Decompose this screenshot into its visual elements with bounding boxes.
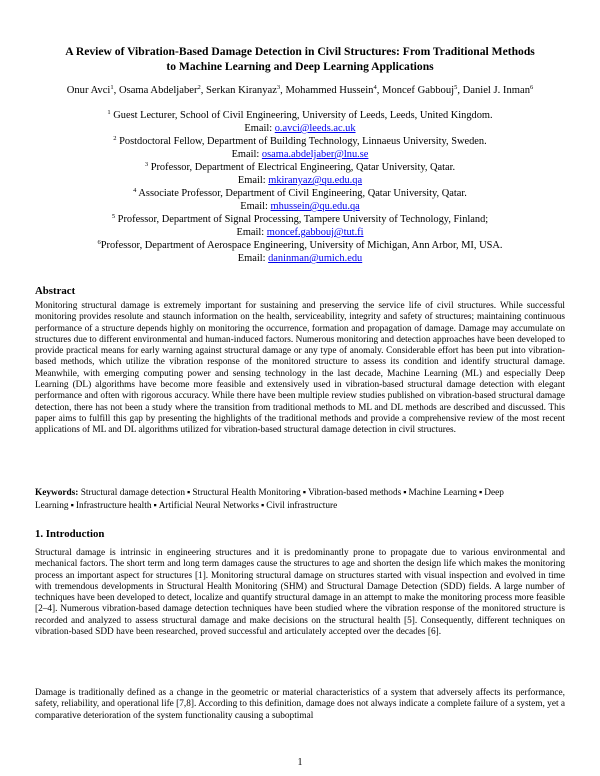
author: Osama Abdeljaber$^2$, — [118, 84, 207, 96]
keyword: Infrastructure health — [75, 500, 152, 511]
affiliation: $^6$Professor, Department of Aerospace Engineering, University of Michigan, Ann Arbor, MI, USA. Email: daninman@umich.edu — [97, 239, 503, 264]
author: Mohammed Hussein$^4$, — [285, 84, 382, 96]
keyword-separator: ▪ — [403, 488, 407, 498]
intro-paragraph-2: Damage is traditionally defined as a change in the geometric or material characteristics of a system that adversely affects its performance, safety, reliability, and operational life [7,8]. According to this definition, damage does not always indicate a complete failure of a system, yet a comparative deterioration of the system functionality causing a suboptimal — [35, 688, 565, 721]
author: Daniel J. Inman$^6$ — [462, 84, 534, 96]
affiliation: $^2$ Postdoctoral Fellow, Department of Building Technology, Linnaeus University, Sweden. Email: osama.abdeljaber@lnu.se — [113, 135, 487, 160]
author: Serkan Kiranyaz$^3$, — [206, 84, 286, 96]
paper-title — [30, 44, 570, 74]
page-number: 1 — [297, 757, 303, 768]
author: Moncef Gabbouj$^5$, — [382, 84, 463, 96]
introduction-heading: 1. Introduction — [35, 528, 105, 540]
keyword: Artificial Neural Networks — [158, 500, 259, 511]
keyword-separator: ▪ — [70, 500, 74, 511]
email-link[interactable]: mkiranyaz@qu.edu.qa — [268, 175, 363, 186]
affiliation: $^5$ Professor, Department of Signal Processing, Tampere University of Technology, Finland; Email: moncef.gabbouj@tut.fi — [111, 213, 489, 238]
email-link[interactable]: moncef.gabbouj@tut.fi — [266, 227, 364, 238]
keyword-separator: ▪ — [302, 488, 307, 498]
author: Onur Avci$^1$, — [66, 84, 119, 96]
title-line-2: to Machine Learning and Deep Learning Applications — [166, 60, 434, 73]
abstract-body: Monitoring structural damage is extremely important for sustaining and preserving the service life of civil structures. While successful monitoring provides resolute and staunch information on the health, serviceability, integrity and safety of structures; maintaining continuous performance of a structure depends highly on monitoring the occurrence, formation and propagation of damage. Damage may accumulate on structures due to different environmental and human-induced factors. Numerous monitoring and detection approaches have been developed to provide practical means for early warning against structural damage or any type of anomaly. Considerable effort has been put into vibration-based methods, which utilize the vibration response of the monitored structure to assess its condition and identify structural damage. Meanwhile, with emerging computing power and sensing technology in the last decade, Machine Learning (ML) and especially Deep Learning (DL) algorithms have become more feasible and extensively used in vibration-based structural damage detection with elegant performance and often with rigorous accuracy. While there have been multiple review studies published on vibration-based structural damage detection, there has not been a study where the transition from traditional methods to ML and DL methods are described and discussed. This paper aims to fulfill this gap by presenting the highlights of the traditional methods and provide a comprehensive review of the most recent applications of ML and DL algorithms utilized for vibration-based structural damage detection in civil structures. — [35, 301, 565, 436]
email-link[interactable]: daninman@umich.edu — [268, 253, 363, 264]
keyword: Structural damage detection — [80, 488, 186, 498]
keyword-separator: ▪ — [260, 500, 265, 511]
affiliation: $^4$ Associate Professor, Department of Civil Engineering, Qatar University, Qatar. Email: mhussein@qu.edu.qa — [133, 187, 467, 212]
keyword-separator: ▪ — [153, 500, 157, 511]
author-list — [20, 84, 580, 97]
keyword: Deep Learning — [35, 488, 504, 511]
email-link[interactable]: mhussein@qu.edu.qa — [270, 201, 360, 212]
keywords — [35, 487, 565, 512]
email-link[interactable]: o.avci@leeds.ac.uk — [274, 123, 356, 134]
keyword-separator: ▪ — [478, 488, 483, 498]
affiliation: $^1$ Guest Lecturer, School of Civil Engineering, University of Leeds, Leeds, United Kingdom. Email: o.avci@leeds.ac.uk — [107, 109, 493, 134]
abstract-heading: Abstract — [35, 285, 76, 297]
keyword-separator: ▪ — [187, 488, 191, 498]
keyword: Vibration-based methods — [308, 488, 402, 498]
keyword: Civil infrastructure — [266, 500, 338, 511]
keywords-label: Keywords: — [35, 488, 79, 498]
email-link[interactable]: osama.abdeljaber@lnu.se — [261, 149, 369, 160]
affiliation: $^3$ Professor, Department of Electrical Engineering, Qatar University, Qatar. Email: mkiranyaz@qu.edu.qa — [144, 161, 456, 186]
keyword: Structural Health Monitoring — [192, 488, 301, 498]
keyword: Machine Learning — [408, 488, 477, 498]
intro-paragraph-1: Structural damage is intrinsic in engineering structures and it is predominantly prone to propagate due to various environmental and mechanical factors. The short term and long term damages cause the structures to age and shorten the design life which makes the monitoring process an important aspect for structures [1]. Monitoring structural damage on structures started with visual inspection and evolved in time with tremendous developments in Structural Health Monitoring (SHM) and Structural Damage Detection (SDD) fields. A large number of techniques have been developed to detect, localize and quantify structural damage in an attempt to make the monitoring process more feasible [2–4]. Numerous vibration-based damage detection techniques have been studied where the vibration response of the monitored structure is recorded and analyzed to assess structural damage and make decisions on the structural health [5]. Consequently, different techniques on vibration-based SDD have been researched, proved successful and articulately accepted over the decades [6]. — [35, 548, 565, 638]
title-line-1: A Review of Vibration-Based Damage Detection in Civil Structures: From Traditional Methods — [65, 45, 535, 58]
